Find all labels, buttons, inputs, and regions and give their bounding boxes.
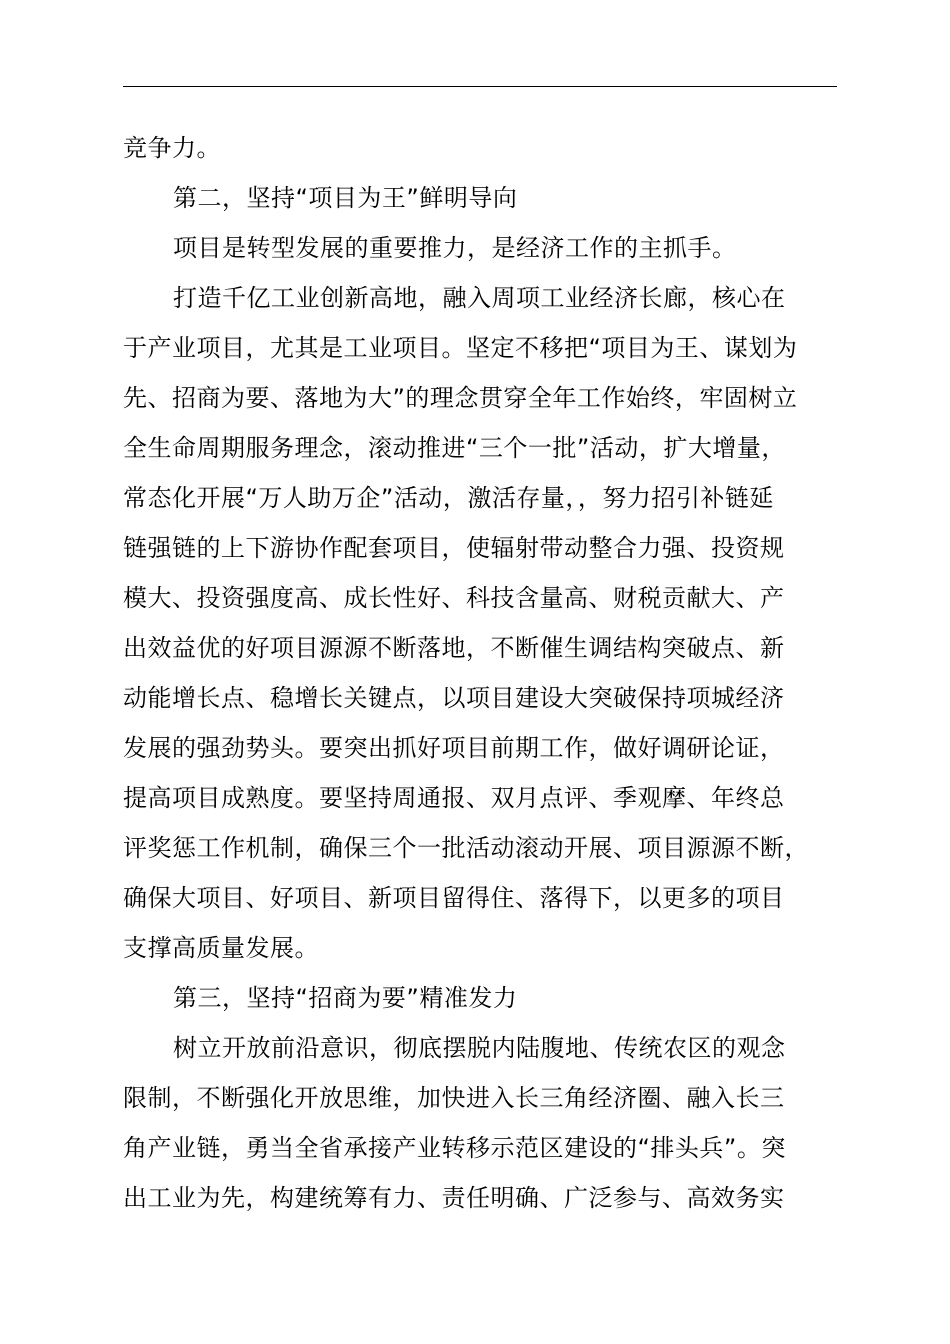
paragraph-line-4: 打造千亿工业创新高地，融入周项工业经济长廊，核心在: [173, 284, 786, 312]
paragraph-line-7: 全生命周期服务理念，滚动推进“三个一批”活动，扩大增量，: [123, 434, 786, 462]
paragraph-line-10: 模大、投资强度高、成长性好、科技含量高、财税贡献大、产: [123, 584, 785, 612]
paragraph-line-22: 出工业为先，构建统筹有力、责任明确、广泛参与、高效务实: [123, 1184, 785, 1212]
paragraph-line-21: 角产业链，勇当全省承接产业转移示范区建设的“排头兵”。突: [123, 1134, 786, 1162]
section-heading-2: 第二，坚持“项目为王”鲜明导向: [173, 184, 518, 212]
text-line-1: 竞争力。: [123, 134, 221, 162]
paragraph-line-17: 支撑高质量发展。: [123, 934, 319, 962]
paragraph-line-15: 评奖惩工作机制，确保三个一批活动滚动开展、项目源源不断，: [123, 834, 809, 862]
paragraph-line-8: 常态化开展“万人助万企”活动，激活存量，，努力招引补链延: [123, 484, 774, 512]
paragraph-line-9: 链强链的上下游协作配套项目，使辐射带动整合力强、投资规: [123, 534, 785, 562]
section-heading-3: 第三，坚持“招商为要”精准发力: [173, 984, 518, 1012]
paragraph-line-14: 提高项目成熟度。要坚持周通报、双月点评、季观摩、年终总: [123, 784, 785, 812]
paragraph-line-12: 动能增长点、稳增长关键点，以项目建设大突破保持项城经济: [123, 684, 785, 712]
paragraph-line-19: 树立开放前沿意识，彻底摆脱内陆腹地、传统农区的观念: [173, 1034, 786, 1062]
paragraph-line-20: 限制，不断强化开放思维，加快进入长三角经济圈、融入长三: [123, 1084, 785, 1112]
paragraph-line-5: 于产业项目，尤其是工业项目。坚定不移把“项目为王、谋划为: [123, 334, 798, 362]
paragraph-line-16: 确保大项目、好项目、新项目留得住、落得下，以更多的项目: [123, 884, 785, 912]
paragraph-line-13: 发展的强劲势头。要突出抓好项目前期工作，做好调研论证，: [123, 734, 785, 762]
paragraph-line-3: 项目是转型发展的重要推力，是经济工作的主抓手。: [173, 234, 737, 262]
paragraph-line-6: 先、招商为要、落地为大”的理念贯穿全年工作始终，牢固树立: [123, 384, 798, 412]
header-rule: [123, 86, 837, 87]
paragraph-line-11: 出效益优的好项目源源不断落地，不断催生调结构突破点、新: [123, 634, 785, 662]
